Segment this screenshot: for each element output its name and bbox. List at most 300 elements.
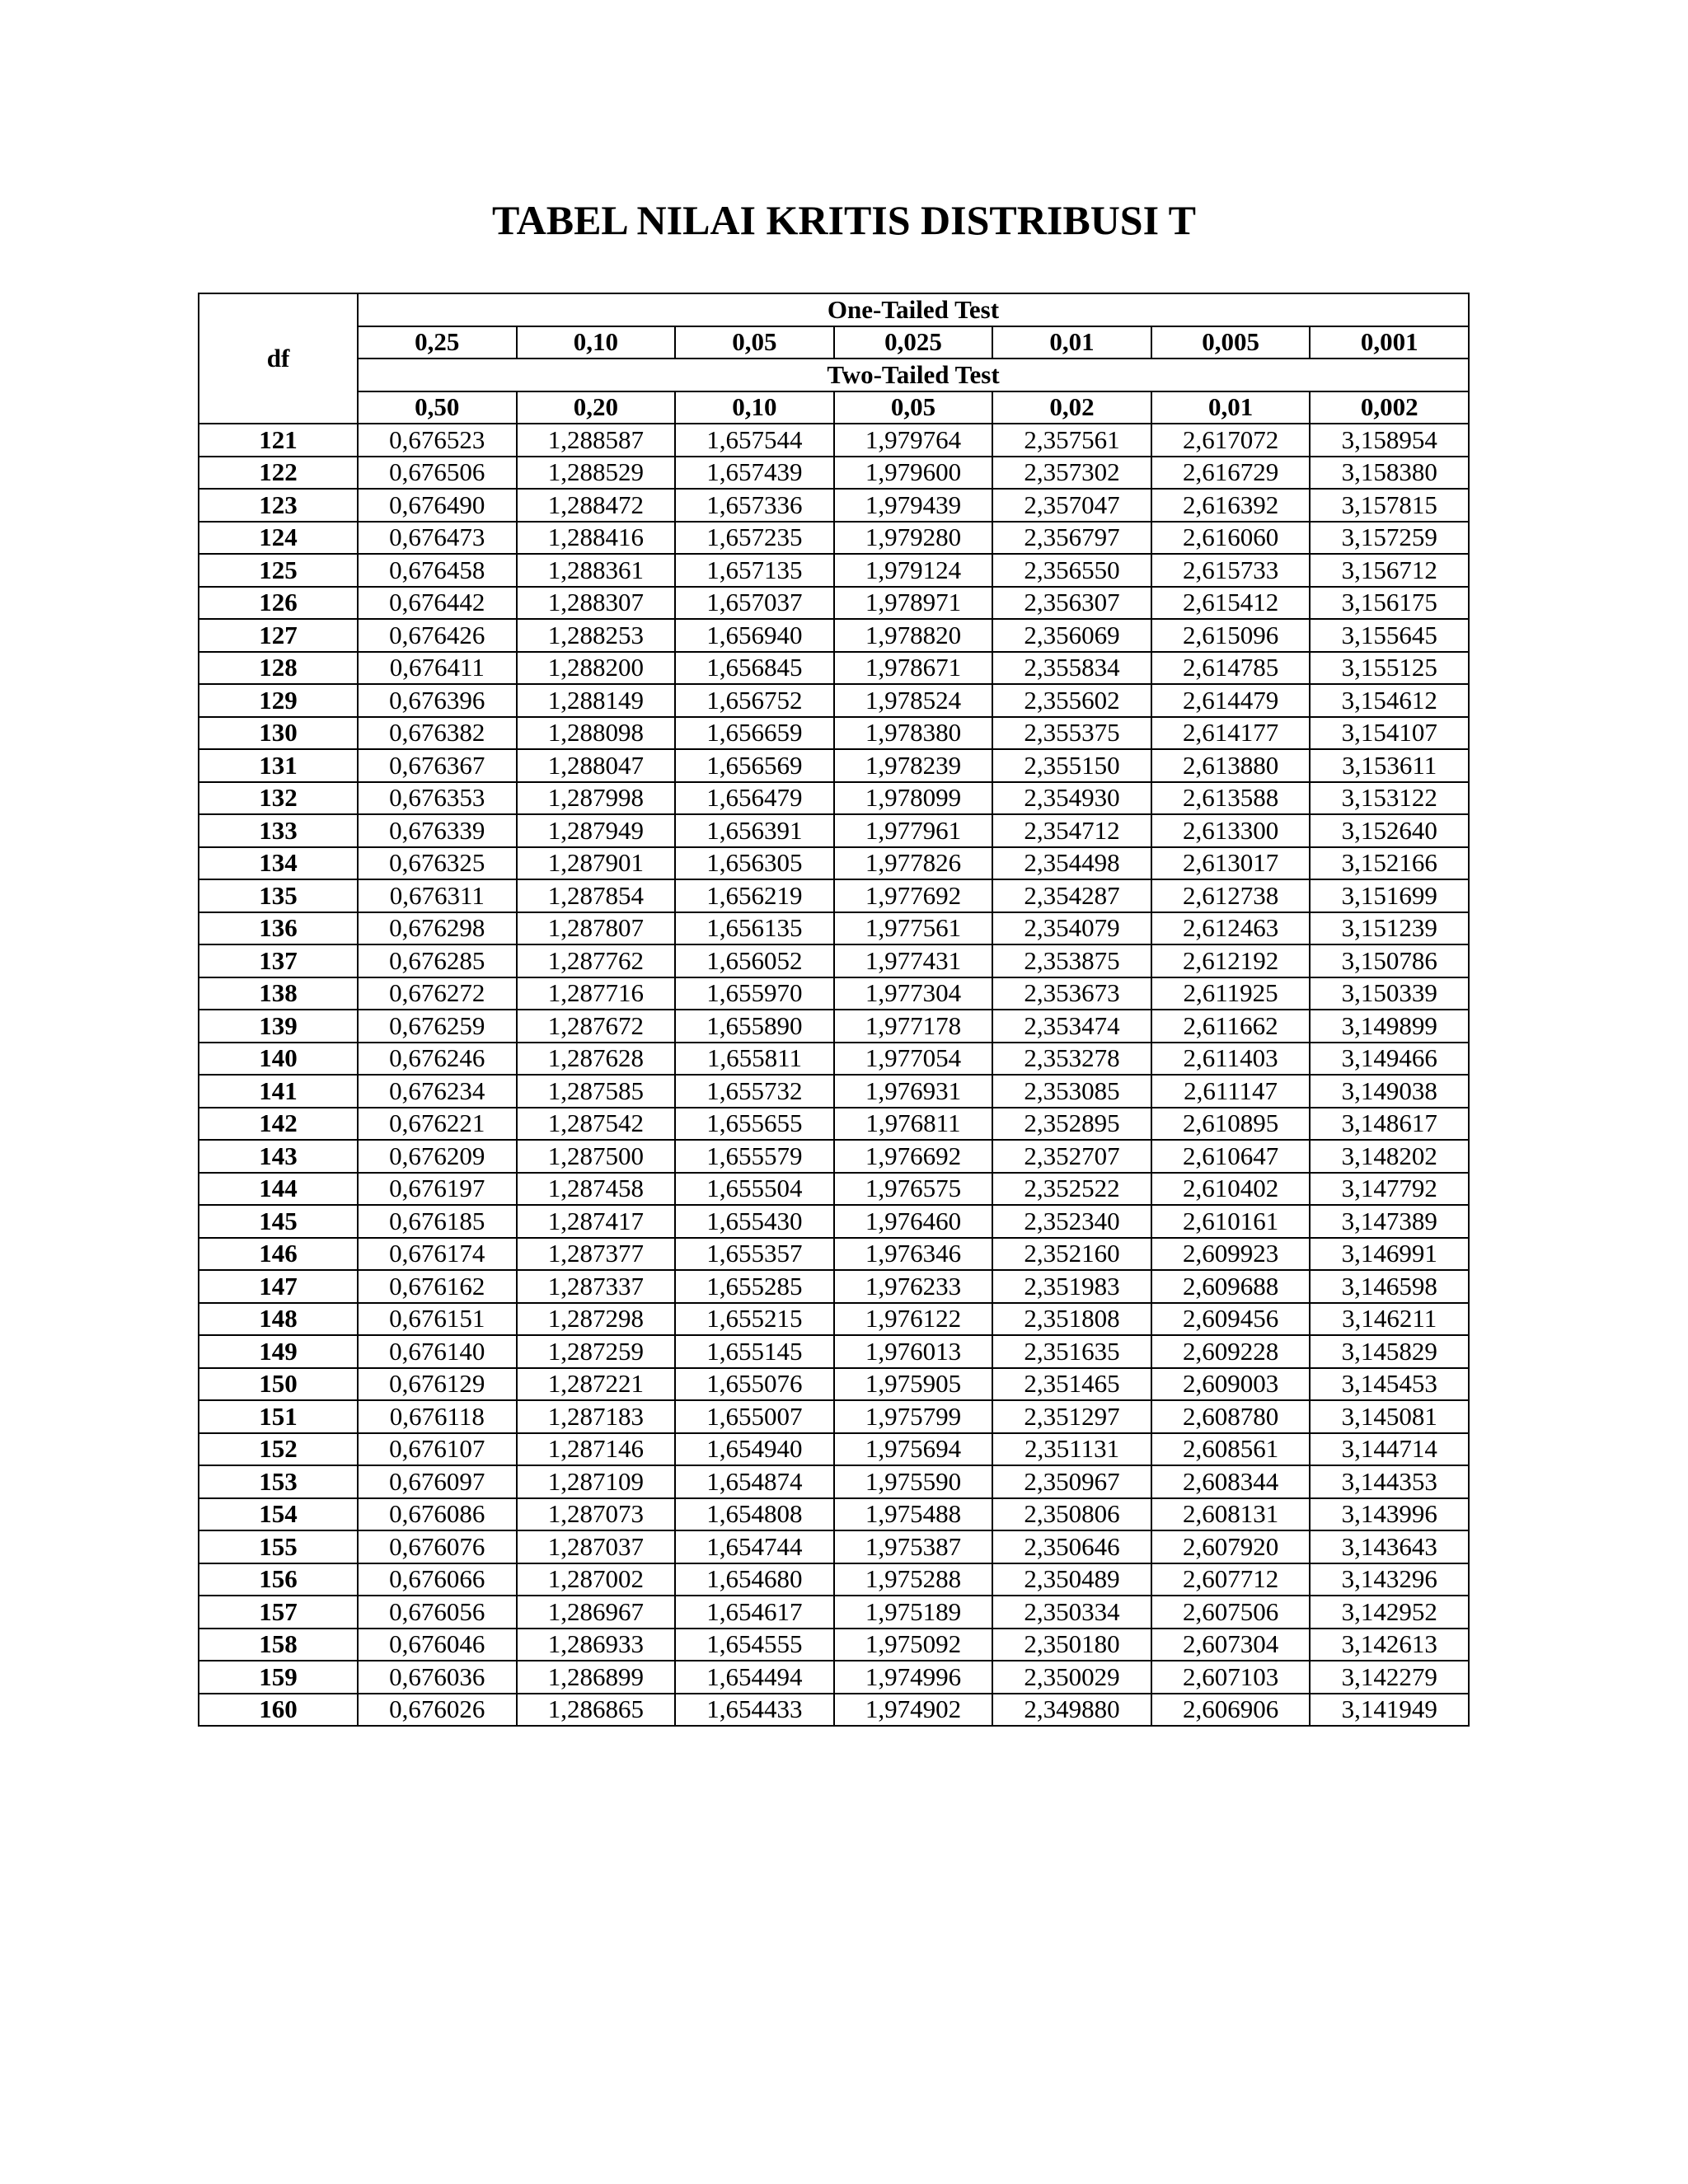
critical-value-cell: 2,350967 — [992, 1465, 1151, 1498]
critical-value-cell: 0,676197 — [358, 1173, 517, 1206]
critical-value-cell: 1,287542 — [517, 1108, 676, 1141]
critical-value-cell: 1,287628 — [517, 1043, 676, 1076]
critical-value-cell: 0,676118 — [358, 1400, 517, 1433]
critical-value-cell: 2,613300 — [1151, 814, 1311, 847]
critical-value-cell: 3,155125 — [1310, 652, 1469, 685]
critical-value-cell: 2,614177 — [1151, 717, 1311, 750]
critical-value-cell: 2,607506 — [1151, 1596, 1311, 1629]
critical-value-cell: 0,676411 — [358, 652, 517, 685]
table-header — [199, 293, 1469, 424]
critical-value-cell: 3,143643 — [1310, 1530, 1469, 1563]
critical-value-cell: 2,349880 — [992, 1694, 1151, 1727]
critical-value-cell: 1,288529 — [517, 457, 676, 490]
critical-value-cell: 2,613017 — [1151, 847, 1311, 880]
critical-value-cell: 2,356797 — [992, 522, 1151, 555]
critical-value-cell: 0,676311 — [358, 879, 517, 912]
critical-value-cell: 2,608780 — [1151, 1400, 1311, 1433]
critical-value-cell: 3,152166 — [1310, 847, 1469, 880]
table-row — [199, 1140, 1469, 1173]
critical-value-cell: 2,610647 — [1151, 1140, 1311, 1173]
table-row — [199, 977, 1469, 1010]
critical-value-cell: 3,153611 — [1310, 749, 1469, 782]
critical-value-cell: 1,287585 — [517, 1075, 676, 1108]
df-cell: 147 — [199, 1270, 358, 1303]
table-row — [199, 912, 1469, 945]
critical-value-cell: 2,351808 — [992, 1303, 1151, 1336]
one-tailed-alpha-row — [199, 326, 1469, 359]
table-row — [199, 457, 1469, 490]
critical-value-cell: 1,974996 — [834, 1661, 993, 1694]
df-cell: 159 — [199, 1661, 358, 1694]
critical-value-cell: 1,977561 — [834, 912, 993, 945]
critical-value-cell: 2,608561 — [1151, 1433, 1311, 1466]
critical-value-cell: 2,354930 — [992, 782, 1151, 815]
critical-value-cell: 3,150339 — [1310, 977, 1469, 1010]
critical-value-cell: 2,350180 — [992, 1629, 1151, 1661]
critical-value-cell: 1,978820 — [834, 619, 993, 652]
critical-value-cell: 0,676426 — [358, 619, 517, 652]
critical-value-cell: 2,607920 — [1151, 1530, 1311, 1563]
critical-value-cell: 1,655655 — [675, 1108, 834, 1141]
critical-value-cell: 1,287854 — [517, 879, 676, 912]
critical-value-cell: 0,676129 — [358, 1368, 517, 1401]
critical-value-cell: 1,975905 — [834, 1368, 993, 1401]
critical-value-cell: 1,288098 — [517, 717, 676, 750]
table-row — [199, 1303, 1469, 1336]
critical-value-cell: 1,657037 — [675, 587, 834, 620]
critical-value-cell: 1,979439 — [834, 489, 993, 522]
critical-value-cell: 2,357302 — [992, 457, 1151, 490]
df-cell: 127 — [199, 619, 358, 652]
critical-value-cell: 1,654433 — [675, 1694, 834, 1727]
df-cell: 122 — [199, 457, 358, 490]
critical-value-cell: 3,146598 — [1310, 1270, 1469, 1303]
df-cell: 160 — [199, 1694, 358, 1727]
critical-value-cell: 2,607304 — [1151, 1629, 1311, 1661]
critical-value-cell: 1,977961 — [834, 814, 993, 847]
critical-value-cell: 2,352707 — [992, 1140, 1151, 1173]
table-row — [199, 652, 1469, 685]
df-cell: 149 — [199, 1335, 358, 1368]
critical-value-cell: 1,975799 — [834, 1400, 993, 1433]
df-cell: 128 — [199, 652, 358, 685]
critical-value-cell: 1,979600 — [834, 457, 993, 490]
critical-value-cell: 1,976692 — [834, 1140, 993, 1173]
critical-value-cell: 1,656479 — [675, 782, 834, 815]
table-row — [199, 1530, 1469, 1563]
table-row — [199, 587, 1469, 620]
df-cell: 157 — [199, 1596, 358, 1629]
critical-value-cell: 0,676325 — [358, 847, 517, 880]
critical-value-cell: 1,977054 — [834, 1043, 993, 1076]
df-cell: 132 — [199, 782, 358, 815]
critical-value-cell: 2,350489 — [992, 1563, 1151, 1596]
critical-value-cell: 2,355375 — [992, 717, 1151, 750]
critical-value-cell: 1,976233 — [834, 1270, 993, 1303]
critical-value-cell: 3,146991 — [1310, 1238, 1469, 1271]
df-cell: 124 — [199, 522, 358, 555]
critical-value-cell: 1,976460 — [834, 1205, 993, 1238]
critical-value-cell: 2,609688 — [1151, 1270, 1311, 1303]
table-row — [199, 1596, 1469, 1629]
critical-value-cell: 0,676458 — [358, 554, 517, 587]
critical-value-cell: 2,612738 — [1151, 879, 1311, 912]
critical-value-cell: 3,158954 — [1310, 424, 1469, 457]
critical-value-cell: 0,676046 — [358, 1629, 517, 1661]
critical-value-cell: 3,147389 — [1310, 1205, 1469, 1238]
critical-value-cell: 1,975189 — [834, 1596, 993, 1629]
critical-value-cell: 1,287337 — [517, 1270, 676, 1303]
critical-value-cell: 2,608344 — [1151, 1465, 1311, 1498]
critical-value-cell: 0,676076 — [358, 1530, 517, 1563]
table-row — [199, 847, 1469, 880]
critical-value-cell: 3,141949 — [1310, 1694, 1469, 1727]
critical-value-cell: 2,616729 — [1151, 457, 1311, 490]
df-cell: 153 — [199, 1465, 358, 1498]
critical-value-cell: 3,157815 — [1310, 489, 1469, 522]
critical-value-cell: 1,975387 — [834, 1530, 993, 1563]
critical-value-cell: 1,287073 — [517, 1498, 676, 1531]
critical-value-cell: 1,655504 — [675, 1173, 834, 1206]
critical-value-cell: 3,145829 — [1310, 1335, 1469, 1368]
table-row — [199, 1498, 1469, 1531]
critical-value-cell: 1,976122 — [834, 1303, 993, 1336]
df-cell: 156 — [199, 1563, 358, 1596]
critical-value-cell: 1,654940 — [675, 1433, 834, 1466]
critical-value-cell: 2,611662 — [1151, 1010, 1311, 1043]
critical-value-cell: 1,978671 — [834, 652, 993, 685]
critical-value-cell: 2,352340 — [992, 1205, 1151, 1238]
two-tailed-alpha: 0,01 — [1151, 391, 1311, 424]
two-tailed-alpha-row — [199, 391, 1469, 424]
critical-value-cell: 3,153122 — [1310, 782, 1469, 815]
critical-value-cell: 1,288200 — [517, 652, 676, 685]
critical-value-cell: 3,149899 — [1310, 1010, 1469, 1043]
critical-value-cell: 1,288253 — [517, 619, 676, 652]
critical-value-cell: 2,353474 — [992, 1010, 1151, 1043]
critical-value-cell: 1,287377 — [517, 1238, 676, 1271]
critical-value-cell: 0,676107 — [358, 1433, 517, 1466]
critical-value-cell: 1,978524 — [834, 684, 993, 717]
critical-value-cell: 1,288416 — [517, 522, 676, 555]
critical-value-cell: 2,353875 — [992, 944, 1151, 977]
critical-value-cell: 2,355602 — [992, 684, 1151, 717]
df-cell: 123 — [199, 489, 358, 522]
critical-value-cell: 0,676246 — [358, 1043, 517, 1076]
one-tailed-alpha: 0,25 — [358, 326, 517, 359]
critical-value-cell: 2,354498 — [992, 847, 1151, 880]
df-cell: 126 — [199, 587, 358, 620]
one-tailed-alpha: 0,025 — [834, 326, 993, 359]
df-cell: 144 — [199, 1173, 358, 1206]
critical-value-cell: 0,676272 — [358, 977, 517, 1010]
critical-value-cell: 1,287949 — [517, 814, 676, 847]
critical-value-cell: 0,676473 — [358, 522, 517, 555]
critical-value-cell: 1,656219 — [675, 879, 834, 912]
critical-value-cell: 1,978239 — [834, 749, 993, 782]
critical-value-cell: 0,676026 — [358, 1694, 517, 1727]
table-row — [199, 749, 1469, 782]
critical-value-cell: 3,150786 — [1310, 944, 1469, 977]
df-cell: 130 — [199, 717, 358, 750]
two-tailed-alpha: 0,002 — [1310, 391, 1469, 424]
critical-value-cell: 3,149466 — [1310, 1043, 1469, 1076]
critical-value-cell: 2,354287 — [992, 879, 1151, 912]
two-tailed-alpha: 0,50 — [358, 391, 517, 424]
table-row — [199, 1694, 1469, 1727]
critical-value-cell: 1,978380 — [834, 717, 993, 750]
critical-value-cell: 1,656940 — [675, 619, 834, 652]
critical-value-cell: 2,607103 — [1151, 1661, 1311, 1694]
critical-value-cell: 2,353278 — [992, 1043, 1151, 1076]
critical-value-cell: 1,657544 — [675, 424, 834, 457]
critical-value-cell: 2,357561 — [992, 424, 1151, 457]
critical-value-cell: 3,144714 — [1310, 1433, 1469, 1466]
critical-value-cell: 3,145453 — [1310, 1368, 1469, 1401]
df-cell: 151 — [199, 1400, 358, 1433]
critical-value-cell: 1,657439 — [675, 457, 834, 490]
critical-value-cell: 2,356307 — [992, 587, 1151, 620]
critical-value-cell: 2,608131 — [1151, 1498, 1311, 1531]
critical-value-cell: 1,654744 — [675, 1530, 834, 1563]
critical-value-cell: 1,656845 — [675, 652, 834, 685]
critical-value-cell: 2,353085 — [992, 1075, 1151, 1108]
critical-value-cell: 0,676506 — [358, 457, 517, 490]
critical-value-cell: 1,655579 — [675, 1140, 834, 1173]
table-row — [199, 1043, 1469, 1076]
critical-value-cell: 3,154612 — [1310, 684, 1469, 717]
critical-value-cell: 1,975694 — [834, 1433, 993, 1466]
critical-value-cell: 2,350806 — [992, 1498, 1151, 1531]
critical-value-cell: 1,654617 — [675, 1596, 834, 1629]
table-row — [199, 1205, 1469, 1238]
table-row — [199, 717, 1469, 750]
critical-value-cell: 1,654680 — [675, 1563, 834, 1596]
critical-value-cell: 2,356550 — [992, 554, 1151, 587]
critical-value-cell: 3,145081 — [1310, 1400, 1469, 1433]
critical-value-cell: 2,610402 — [1151, 1173, 1311, 1206]
page-title: TABEL NILAI KRITIS DISTRIBUSI T — [491, 197, 1197, 243]
critical-value-cell: 1,655890 — [675, 1010, 834, 1043]
table-row — [199, 424, 1469, 457]
critical-value-cell: 1,656135 — [675, 912, 834, 945]
df-cell: 121 — [199, 424, 358, 457]
critical-value-cell: 1,978971 — [834, 587, 993, 620]
one-tailed-alpha: 0,005 — [1151, 326, 1311, 359]
df-cell: 143 — [199, 1140, 358, 1173]
critical-value-cell: 1,287298 — [517, 1303, 676, 1336]
table-row — [199, 1400, 1469, 1433]
critical-value-cell: 3,152640 — [1310, 814, 1469, 847]
two-tailed-alpha: 0,05 — [834, 391, 993, 424]
critical-value-cell: 2,610161 — [1151, 1205, 1311, 1238]
critical-value-cell: 3,154107 — [1310, 717, 1469, 750]
critical-value-cell: 1,287146 — [517, 1433, 676, 1466]
one-tailed-label: One-Tailed Test — [358, 293, 1469, 326]
critical-value-cell: 2,355150 — [992, 749, 1151, 782]
critical-value-cell: 2,353673 — [992, 977, 1151, 1010]
critical-value-cell: 0,676056 — [358, 1596, 517, 1629]
critical-value-cell: 3,156175 — [1310, 587, 1469, 620]
critical-value-cell: 1,288307 — [517, 587, 676, 620]
table-row — [199, 1270, 1469, 1303]
table-row — [199, 1563, 1469, 1596]
critical-value-cell: 2,352895 — [992, 1108, 1151, 1141]
critical-value-cell: 0,676140 — [358, 1335, 517, 1368]
critical-value-cell: 3,151699 — [1310, 879, 1469, 912]
critical-value-cell: 2,350334 — [992, 1596, 1151, 1629]
critical-value-cell: 1,286865 — [517, 1694, 676, 1727]
critical-value-cell: 3,142613 — [1310, 1629, 1469, 1661]
critical-value-cell: 2,613588 — [1151, 782, 1311, 815]
critical-value-cell: 0,676382 — [358, 717, 517, 750]
table-row — [199, 1010, 1469, 1043]
critical-value-cell: 0,676298 — [358, 912, 517, 945]
critical-value-cell: 1,655007 — [675, 1400, 834, 1433]
critical-value-cell: 1,656659 — [675, 717, 834, 750]
critical-value-cell: 1,977431 — [834, 944, 993, 977]
critical-value-cell: 1,974902 — [834, 1694, 993, 1727]
one-tailed-alpha: 0,10 — [517, 326, 676, 359]
critical-value-cell: 2,611147 — [1151, 1075, 1311, 1108]
critical-value-cell: 2,610895 — [1151, 1108, 1311, 1141]
critical-value-cell: 2,607712 — [1151, 1563, 1311, 1596]
critical-value-cell: 2,615412 — [1151, 587, 1311, 620]
df-cell: 155 — [199, 1530, 358, 1563]
df-cell: 134 — [199, 847, 358, 880]
critical-value-cell: 2,350029 — [992, 1661, 1151, 1694]
critical-value-cell: 3,142952 — [1310, 1596, 1469, 1629]
critical-value-cell: 1,656052 — [675, 944, 834, 977]
critical-value-cell: 2,351983 — [992, 1270, 1151, 1303]
critical-value-cell: 3,142279 — [1310, 1661, 1469, 1694]
critical-value-cell: 1,287109 — [517, 1465, 676, 1498]
df-cell: 145 — [199, 1205, 358, 1238]
critical-value-cell: 2,354712 — [992, 814, 1151, 847]
df-cell: 135 — [199, 879, 358, 912]
table-row — [199, 1661, 1469, 1694]
critical-value-cell: 0,676036 — [358, 1661, 517, 1694]
df-cell: 152 — [199, 1433, 358, 1466]
critical-value-cell: 3,156712 — [1310, 554, 1469, 587]
table-row — [199, 1238, 1469, 1271]
two-tailed-alpha: 0,02 — [992, 391, 1151, 424]
table-row — [199, 1075, 1469, 1108]
critical-value-cell: 2,615733 — [1151, 554, 1311, 587]
critical-value-cell: 1,288472 — [517, 489, 676, 522]
df-cell: 142 — [199, 1108, 358, 1141]
critical-value-cell: 1,978099 — [834, 782, 993, 815]
critical-value-cell: 2,352160 — [992, 1238, 1151, 1271]
df-cell: 138 — [199, 977, 358, 1010]
critical-value-cell: 1,975488 — [834, 1498, 993, 1531]
critical-value-cell: 1,287037 — [517, 1530, 676, 1563]
critical-value-cell: 0,676442 — [358, 587, 517, 620]
one-tailed-alpha: 0,01 — [992, 326, 1151, 359]
critical-value-cell: 1,287458 — [517, 1173, 676, 1206]
one-tailed-label-row — [199, 293, 1469, 326]
critical-value-cell: 0,676174 — [358, 1238, 517, 1271]
critical-value-cell: 1,976811 — [834, 1108, 993, 1141]
critical-value-cell: 1,287259 — [517, 1335, 676, 1368]
critical-value-cell: 3,157259 — [1310, 522, 1469, 555]
critical-value-cell: 3,148202 — [1310, 1140, 1469, 1173]
table-row — [199, 684, 1469, 717]
df-cell: 129 — [199, 684, 358, 717]
critical-value-cell: 1,976013 — [834, 1335, 993, 1368]
critical-value-cell: 1,656752 — [675, 684, 834, 717]
table-row — [199, 1173, 1469, 1206]
critical-value-cell: 1,655285 — [675, 1270, 834, 1303]
critical-value-cell: 3,147792 — [1310, 1173, 1469, 1206]
critical-value-cell: 0,676209 — [358, 1140, 517, 1173]
critical-value-cell: 1,654555 — [675, 1629, 834, 1661]
t-distribution-table — [198, 293, 1470, 1727]
critical-value-cell: 0,676353 — [358, 782, 517, 815]
critical-value-cell: 1,979764 — [834, 424, 993, 457]
critical-value-cell: 2,609228 — [1151, 1335, 1311, 1368]
critical-value-cell: 2,351635 — [992, 1335, 1151, 1368]
critical-value-cell: 1,655970 — [675, 977, 834, 1010]
table-body — [199, 424, 1469, 1726]
critical-value-cell: 0,676185 — [358, 1205, 517, 1238]
df-cell: 131 — [199, 749, 358, 782]
table-row — [199, 489, 1469, 522]
critical-value-cell: 1,287807 — [517, 912, 676, 945]
critical-value-cell: 2,612463 — [1151, 912, 1311, 945]
critical-value-cell: 2,606906 — [1151, 1694, 1311, 1727]
critical-value-cell: 3,148617 — [1310, 1108, 1469, 1141]
critical-value-cell: 1,655076 — [675, 1368, 834, 1401]
critical-value-cell: 1,287500 — [517, 1140, 676, 1173]
critical-value-cell: 0,676162 — [358, 1270, 517, 1303]
critical-value-cell: 3,144353 — [1310, 1465, 1469, 1498]
critical-value-cell: 2,611925 — [1151, 977, 1311, 1010]
table-row — [199, 782, 1469, 815]
critical-value-cell: 1,977692 — [834, 879, 993, 912]
critical-value-cell: 1,287762 — [517, 944, 676, 977]
critical-value-cell: 0,676097 — [358, 1465, 517, 1498]
critical-value-cell: 2,351297 — [992, 1400, 1151, 1433]
critical-value-cell: 1,286967 — [517, 1596, 676, 1629]
critical-value-cell: 3,149038 — [1310, 1075, 1469, 1108]
critical-value-cell: 2,614785 — [1151, 652, 1311, 685]
critical-value-cell: 0,676086 — [358, 1498, 517, 1531]
critical-value-cell: 1,286899 — [517, 1661, 676, 1694]
critical-value-cell: 0,676259 — [358, 1010, 517, 1043]
critical-value-cell: 2,612192 — [1151, 944, 1311, 977]
critical-value-cell: 0,676285 — [358, 944, 517, 977]
table-row — [199, 619, 1469, 652]
critical-value-cell: 3,143296 — [1310, 1563, 1469, 1596]
critical-value-cell: 2,616392 — [1151, 489, 1311, 522]
critical-value-cell: 2,609923 — [1151, 1238, 1311, 1271]
critical-value-cell: 1,975092 — [834, 1629, 993, 1661]
df-cell: 148 — [199, 1303, 358, 1336]
critical-value-cell: 2,617072 — [1151, 424, 1311, 457]
table-row — [199, 944, 1469, 977]
critical-value-cell: 2,357047 — [992, 489, 1151, 522]
df-cell: 140 — [199, 1043, 358, 1076]
critical-value-cell: 1,655357 — [675, 1238, 834, 1271]
table-row — [199, 1108, 1469, 1141]
critical-value-cell: 3,158380 — [1310, 457, 1469, 490]
df-header: df — [199, 293, 358, 424]
critical-value-cell: 1,976575 — [834, 1173, 993, 1206]
df-cell: 146 — [199, 1238, 358, 1271]
critical-value-cell: 1,976346 — [834, 1238, 993, 1271]
critical-value-cell: 1,287998 — [517, 782, 676, 815]
